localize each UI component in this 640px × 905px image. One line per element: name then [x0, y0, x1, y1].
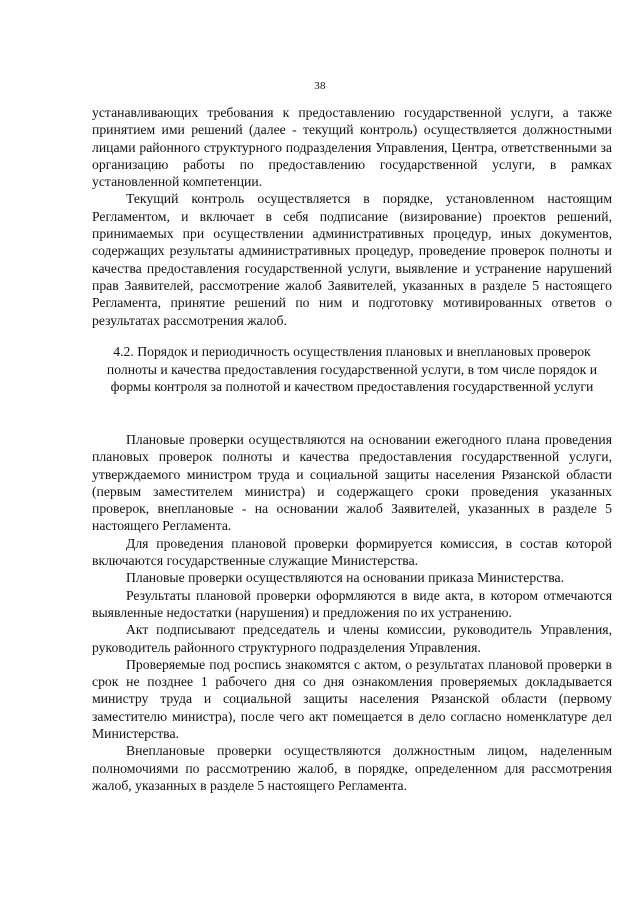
section-4-2-body	[92, 431, 612, 794]
paragraph: Плановые проверки осуществляются на основании ежегодного плана проведения плановых проверок полноты и качества предоставления государственной услуги, утверждаемого министром труда и социальной защиты населения Рязанской области (первым заместителем министра) и содержащего сроки проведения указанных проверок, внеплановые - на основании жалоб Заявителей, указанных в разделе 5 настоящего Регламента.	[92, 432, 612, 534]
paragraph: Плановые проверки осуществляются на основании приказа Министерства.	[126, 570, 565, 586]
paragraph: Проверяемые под роспись знакомятся с актом, о результатах плановой проверки в срок не позднее 1 рабочего дня со дня ознакомления проверяемых докладывается министру труда и социальной защиты населения Рязанской области (первому заместителю министра), после чего акт помещается в дело согласно номенклатуре дел Министерства.	[92, 656, 612, 742]
paragraph: Внеплановые проверки осуществляются должностным лицом, наделенным полномочиями по рассмотрению жалоб, в порядке, определенном для рассмотрения жалоб, указанных в разделе 5 настоящего Регламента.	[92, 743, 612, 793]
page-number: 38	[314, 80, 326, 92]
section-4-1-continuation	[92, 104, 612, 329]
section-heading-4-2: 4.2. Порядок и периодичность осуществления плановых и внеплановых проверок полноты и качества предоставления государственной услуги, в том числе порядок и формы контроля за полнотой и качеством предоставления государственной услуги	[106, 344, 598, 394]
paragraph: Для проведения плановой проверки формируется комиссия, в состав которой включаются государственные служащие Министерства.	[92, 535, 612, 569]
paragraph: Текущий контроль осуществляется в порядке, установленном настоящим Регламентом, и включает в себя подписание (визирование) проектов решений, принимаемых при осуществлении административных процедур, иных документов, содержащих результаты административных процедур, проведение проверок полноты и качества предоставления государственной услуги, выявление и устранение нарушений прав Заявителей, рассмотрение жалоб Заявителей, указанных в разделе 5 настоящего Регламента, принятие решений по ним и подготовку мотивированных ответов о результатах рассмотрения жалоб.	[92, 191, 612, 328]
paragraph: Результаты плановой проверки оформляются в виде акта, в котором отмечаются выявленные недостатки (нарушения) и предложения по их устранению.	[92, 587, 612, 620]
paragraph: устанавливающих требования к предоставлению государственной услуги, а также принятием ими решений (далее - текущий контроль) осуществляется должностными лицами районного структурного подразделения Управления, Центра, ответственными за организацию работы по предоставлению государственной услуги, в рамках установленной компетенции.	[92, 105, 612, 190]
paragraph: Акт подписывают председатель и члены комиссии, руководитель Управления, руководитель районного структурного подразделения Управления.	[92, 622, 612, 655]
